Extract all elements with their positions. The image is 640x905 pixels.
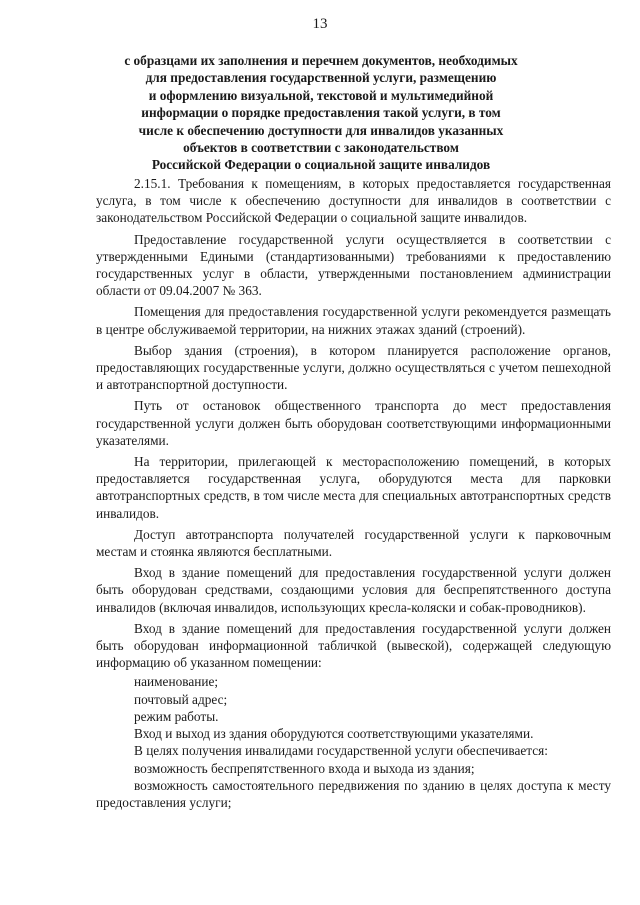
paragraph-free-parking: Доступ автотранспорта получателей государственной услуги к парковочным местам и стоянка являются бесплатными. <box>96 526 611 560</box>
paragraph-entrance-access: Вход в здание помещений для предоставления государственной услуги должен быть оборудован средствами, создающими условия для беспрепятственного доступа инвалидов (включая инвалидов, использующих кресла-коляски и собак-проводников). <box>96 565 611 615</box>
paragraph-requirements: 2.15.1. Требования к помещениям, в которых предоставляется государственная услуга, в том числе к обеспечению доступности для инвалидов в соответствии с законодательством Российской Федерации о социальной защите инвалидов. <box>96 176 611 226</box>
heading-line: и оформлению визуальной, текстовой и мультимедийной <box>148 87 494 103</box>
paragraph-parking: На территории, прилегающей к месторасположению помещений, в которых предоставляется государственная услуга, оборудуются места для парковки автотранспортных средств, в том числе места для специальных автотранспортных средств инвалидов. <box>96 454 611 521</box>
paragraph-signage: Вход в здание помещений для предоставления государственной услуги должен быть оборудован информационной табличкой (вывеской), содержащей следующую информацию об указанном помещении: <box>96 620 611 671</box>
paragraph-building-choice: Выбор здания (строения), в котором планируется расположение органов, предоставляющих государственные услуги, должно осуществляться с учетом пешеходной и автотранспортной доступности. <box>96 342 611 393</box>
paragraph-exit-signs: Вход и выход из здания оборудуются соответствующими указателями. <box>134 726 534 742</box>
list-item: возможность беспрепятственного входа и выхода из здания; <box>134 760 475 776</box>
paragraph-location: Помещения для предоставления государственной услуги рекомендуется размещать в центре обслуживаемой территории, на нижних этажах зданий (строений). <box>96 304 611 337</box>
heading-line: Российской Федерации о социальной защите инвалидов <box>151 157 491 173</box>
list-item: почтовый адрес; <box>134 691 228 707</box>
heading-line: для предоставления государственной услуги, размещению <box>145 70 497 86</box>
list-item: возможность самостоятельного передвижения по зданию в целях доступа к месту предоставления услуги; <box>96 777 611 810</box>
document-body <box>96 175 611 815</box>
heading-line: числе к обеспечению доступности для инвалидов указанных <box>138 122 504 138</box>
heading-line: с образцами их заполнения и перечнем документов, необходимых <box>124 53 518 68</box>
list-item: наименование; <box>134 674 219 690</box>
page-number: 13 <box>312 16 328 32</box>
section-heading <box>96 52 546 174</box>
heading-line: информации о порядке предоставления такой услуги, в том <box>141 105 501 121</box>
paragraph-transport-path: Путь от остановок общественного транспорта до мест предоставления государственной услуги должен быть оборудован соответствующими информационными указателями. <box>96 398 611 448</box>
paragraph-disabled-intro: В целях получения инвалидами государственной услуги обеспечивается: <box>134 743 548 759</box>
list-item: режим работы. <box>134 708 219 724</box>
heading-line: объектов в соответствии с законодательством <box>183 140 459 156</box>
paragraph-standards: Предоставление государственной услуги осуществляется в соответствии с утвержденными Едиными (стандартизованными) требованиями к предоставлению государственных услуг в области, утвержденными постановлением администрации области от 09.04.2007 № 363. <box>96 231 611 299</box>
